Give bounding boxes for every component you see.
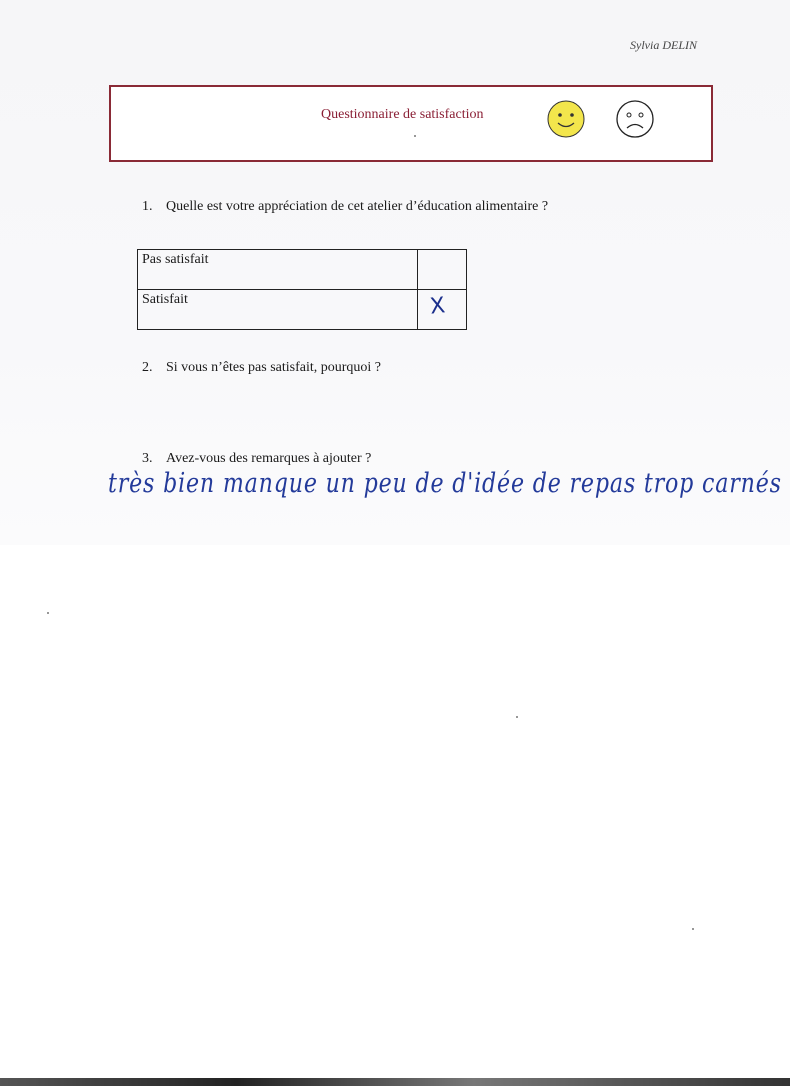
question-number: 2. — [142, 360, 153, 375]
checkbox-not-satisfied[interactable] — [418, 250, 467, 290]
question-number: 3. — [142, 451, 153, 466]
author-name: Sylvia DELIN — [630, 38, 697, 52]
scanner-edge — [0, 1078, 790, 1086]
question-text: Si vous n’êtes pas satisfait, pourquoi ? — [166, 360, 382, 375]
question-1 — [142, 199, 548, 215]
question-2 — [142, 360, 381, 376]
scan-speck — [47, 612, 49, 614]
satisfaction-table — [137, 249, 467, 330]
question-text: Quelle est votre appréciation de cet atelier d’éducation alimentaire ? — [166, 199, 549, 214]
question-number: 1. — [142, 199, 153, 214]
question-text: Avez-vous des remarques à ajouter ? — [166, 451, 372, 466]
check-mark: X — [428, 293, 447, 320]
happy-face-icon — [546, 99, 586, 139]
sad-face-icon — [615, 99, 655, 139]
answer-label-satisfied: Satisfait — [138, 290, 418, 330]
answer-label-not-satisfied: Pas satisfait — [138, 250, 418, 290]
scan-speck — [516, 716, 518, 718]
handwritten-remark — [108, 468, 790, 538]
checkbox-satisfied[interactable] — [418, 290, 467, 330]
table-row — [138, 290, 467, 330]
question-3 — [142, 451, 371, 467]
questionnaire-header — [109, 85, 713, 162]
scan-speck — [414, 135, 416, 137]
scan-speck — [692, 928, 694, 930]
questionnaire-title: Questionnaire de satisfaction — [321, 107, 484, 122]
handwritten-remark-text: très bien manque un peu de d'idée de repas trop carnés — [108, 468, 782, 499]
table-row — [138, 250, 467, 290]
